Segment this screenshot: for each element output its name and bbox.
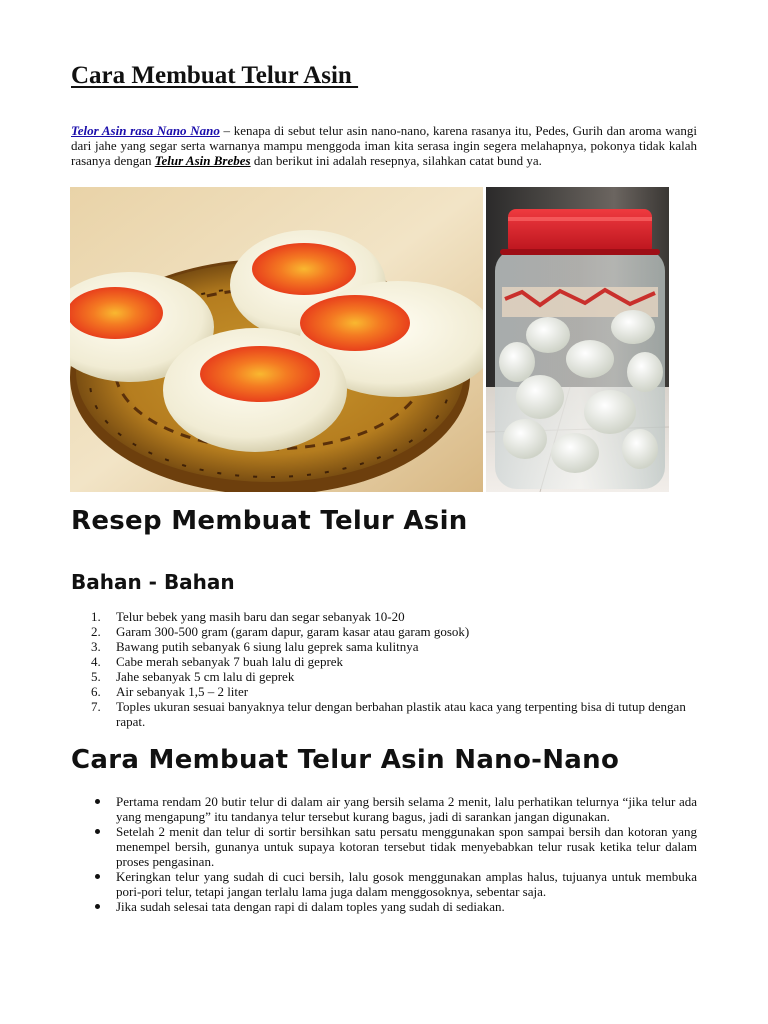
- photo-salted-eggs: [70, 187, 669, 492]
- list-item: Setelah 2 menit dan telur di sortir bersihkan satu persatu menggunakan spon sampai bersih dan kotoran yang menempel bersih, gunanya untuk supaya kotoran tersebut tidak menyebabkan telur rusak ketika telur dalam proses pengasinan.: [71, 824, 697, 869]
- list-item: Pertama rendam 20 butir telur di dalam air yang bersih selama 2 menit, lalu perhatikan telurnya “jika telur ada yang mengapung” itu tandanya telur tersebut kurang bagus, jadi di sarankan jangan digunakan.: [71, 794, 697, 824]
- intro-paragraph: [71, 123, 697, 168]
- intro-text-1: – kenapa di sebut telur asin nano-nano, karena rasanya itu, Pedes, Gurih dan aroma wangi dari jahe yang segar serta warnanya mampu menggoda iman kita serasa ingin segera melahapnya, pokonya tidak kalah rasanya dengan: [71, 123, 697, 168]
- intro-text-2: dan berikut ini adalah resepnya, silahkan catat bund ya.: [250, 153, 542, 168]
- bullet-icon: [95, 829, 100, 834]
- ingredients-list: [71, 609, 697, 729]
- bullet-icon: [95, 874, 100, 879]
- heading-method: Cara Membuat Telur Asin Nano-Nano: [71, 745, 620, 775]
- steps-list: [71, 794, 697, 914]
- intro-link[interactable]: Telor Asin rasa Nano Nano: [71, 123, 220, 138]
- list-item: Keringkan telur yang sudah di cuci bersih, lalu gosok menggunakan amplas halus, tujuanya untuk membuka pori-pori telur, tetapi jangan terlalu lama juga dalam menggosoknya, sebentar saja.: [71, 869, 697, 899]
- list-item: Jika sudah selesai tata dengan rapi di dalam toples yang sudah di sediakan.: [71, 899, 697, 914]
- page-title: Cara Membuat Telur Asin: [71, 62, 359, 89]
- list-item: 1. Telur bebek yang masih baru dan segar sebanyak 10-20: [91, 609, 405, 624]
- intro-bold-text: Telur Asin Brebes: [154, 153, 251, 168]
- list-item: 4. Cabe merah sebanyak 7 buah lalu di geprek: [91, 654, 344, 669]
- list-item: 7. Toples ukuran sesuai banyaknya telur dengan berbahan plastik atau kaca yang terpenting bisa di tutup dengan rapat.: [91, 699, 686, 729]
- bullet-icon: [95, 799, 100, 804]
- bullet-icon: [95, 904, 100, 909]
- list-item: 5. Jahe sebanyak 5 cm lalu di geprek: [91, 669, 295, 684]
- heading-recipe: Resep Membuat Telur Asin: [71, 506, 468, 536]
- heading-ingredients: Bahan - Bahan: [71, 570, 235, 594]
- list-item: 3. Bawang putih sebanyak 6 siung lalu geprek sama kulitnya: [91, 639, 419, 654]
- list-item: 6. Air sebanyak 1,5 – 2 liter: [91, 684, 249, 699]
- list-item: 2. Garam 300-500 gram (garam dapur, garam kasar atau garam gosok): [91, 624, 470, 639]
